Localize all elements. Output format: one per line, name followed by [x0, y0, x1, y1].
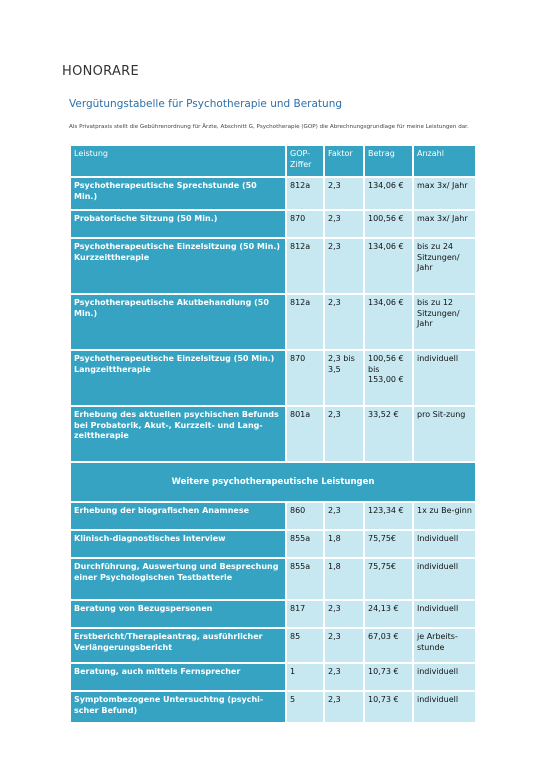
cell-anzahl: individuell — [414, 559, 475, 599]
cell-betrag: 24,13 € — [365, 601, 412, 627]
cell-anzahl: individuell — [414, 692, 475, 722]
cell-leistung: Erstbericht/Therapieantrag, ausführlicher Verlängerungsbericht — [71, 629, 285, 662]
cell-anzahl: je Arbeits-stunde — [414, 629, 475, 662]
cell-betrag: 134,06 € — [365, 178, 412, 209]
cell-gop: 5 — [287, 692, 323, 722]
cell-leistung: Psychotherapeutische Sprechstunde (50 Min.) — [71, 178, 285, 209]
table-row — [71, 664, 475, 690]
page-title: HONORARE — [62, 64, 140, 79]
cell-gop: 812a — [287, 295, 323, 349]
header-faktor: Faktor — [325, 146, 363, 176]
cell-anzahl: 1x zu Be-ginn — [414, 503, 475, 529]
cell-betrag: 67,03 € — [365, 629, 412, 662]
cell-leistung: Beratung von Bezugspersonen — [71, 601, 285, 627]
cell-gop: 870 — [287, 211, 323, 237]
cell-gop: 817 — [287, 601, 323, 627]
intro-text: Als Privatpraxis stellt die Gebührenordnung für Ärzte, Abschnitt G, Psychotherapie (GOP) die Abrechnungsgrundlage für meine Leistungen dar. — [69, 124, 469, 130]
header-leistung: Leistung — [71, 146, 285, 176]
cell-anzahl: Individuell — [414, 531, 475, 557]
cell-faktor: 2,3 — [325, 239, 363, 293]
cell-gop: 812a — [287, 178, 323, 209]
cell-anzahl: individuell — [414, 664, 475, 690]
cell-anzahl: bis zu 24 Sitzungen/ Jahr — [414, 239, 475, 293]
cell-faktor: 2,3 — [325, 503, 363, 529]
table-row — [71, 211, 475, 237]
cell-faktor: 2,3 — [325, 601, 363, 627]
cell-faktor: 2,3 — [325, 178, 363, 209]
cell-gop: 860 — [287, 503, 323, 529]
cell-faktor: 2,3 bis 3,5 — [325, 351, 363, 405]
cell-leistung: Beratung, auch mittels Fernsprecher — [71, 664, 285, 690]
table-row — [71, 601, 475, 627]
cell-betrag: 123,34 € — [365, 503, 412, 529]
section-title: Weitere psychotherapeutische Leistungen — [71, 463, 475, 501]
table-row — [71, 239, 475, 293]
header-gop: GOP-Ziffer — [287, 146, 323, 176]
table-row — [71, 407, 475, 461]
cell-faktor: 2,3 — [325, 629, 363, 662]
cell-anzahl: individuell — [414, 351, 475, 405]
cell-leistung: Durchführung, Auswertung und Besprechung einer Psychologischen Testbatterie — [71, 559, 285, 599]
table-row — [71, 351, 475, 405]
cell-leistung: Psychotherapeutische Einzelsitzung (50 Min.) Kurzzeittherapie — [71, 239, 285, 293]
header-betrag: Betrag — [365, 146, 412, 176]
cell-faktor: 2,3 — [325, 295, 363, 349]
cell-betrag: 75,75€ — [365, 531, 412, 557]
cell-faktor: 2,3 — [325, 664, 363, 690]
cell-gop: 855a — [287, 531, 323, 557]
cell-gop: 1 — [287, 664, 323, 690]
table-row — [71, 295, 475, 349]
cell-anzahl: bis zu 12 Sitzungen/ Jahr — [414, 295, 475, 349]
table-row — [71, 559, 475, 599]
cell-betrag: 10,73 € — [365, 692, 412, 722]
cell-betrag: 100,56 € — [365, 211, 412, 237]
table-row — [71, 629, 475, 662]
cell-gop: 85 — [287, 629, 323, 662]
cell-betrag: 134,06 € — [365, 295, 412, 349]
fee-table — [69, 144, 477, 724]
cell-anzahl: pro Sit-zung — [414, 407, 475, 461]
cell-leistung: Psychotherapeutische Akutbehandlung (50 Min.) — [71, 295, 285, 349]
cell-leistung: Erhebung der biografischen Anamnese — [71, 503, 285, 529]
table-header-row — [71, 146, 475, 176]
cell-faktor: 1,8 — [325, 559, 363, 599]
cell-betrag: 134,06 € — [365, 239, 412, 293]
table-row — [71, 692, 475, 722]
cell-faktor: 2,3 — [325, 211, 363, 237]
cell-anzahl: max 3x/ Jahr — [414, 211, 475, 237]
cell-anzahl: Individuell — [414, 601, 475, 627]
header-anzahl: Anzahl — [414, 146, 475, 176]
cell-leistung: Erhebung des aktuellen psychischen Befunds bei Probatorik, Akut-, Kurzzeit- und Lang-zeittherapie — [71, 407, 285, 461]
cell-leistung: Klinisch-diagnostisches Interview — [71, 531, 285, 557]
cell-betrag: 100,56 € bis 153,00 € — [365, 351, 412, 405]
cell-faktor: 1,8 — [325, 531, 363, 557]
cell-faktor: 2,3 — [325, 407, 363, 461]
cell-anzahl: max 3x/ Jahr — [414, 178, 475, 209]
table-row — [71, 178, 475, 209]
cell-betrag: 10,73 € — [365, 664, 412, 690]
table-subtitle: Vergütungstabelle für Psychotherapie und Beratung — [69, 98, 343, 110]
cell-leistung: Psychotherapeutische Einzelsitzug (50 Min.) Langzeittherapie — [71, 351, 285, 405]
cell-faktor: 2,3 — [325, 692, 363, 722]
table-row — [71, 503, 475, 529]
cell-gop: 855a — [287, 559, 323, 599]
cell-betrag: 33,52 € — [365, 407, 412, 461]
section-row — [71, 463, 475, 501]
table-row — [71, 531, 475, 557]
cell-gop: 801a — [287, 407, 323, 461]
cell-leistung: Probatorische Sitzung (50 Min.) — [71, 211, 285, 237]
cell-gop: 870 — [287, 351, 323, 405]
cell-betrag: 75,75€ — [365, 559, 412, 599]
cell-gop: 812a — [287, 239, 323, 293]
cell-leistung: Symptombezogene Untersuchtng (psychi-scher Befund) — [71, 692, 285, 722]
